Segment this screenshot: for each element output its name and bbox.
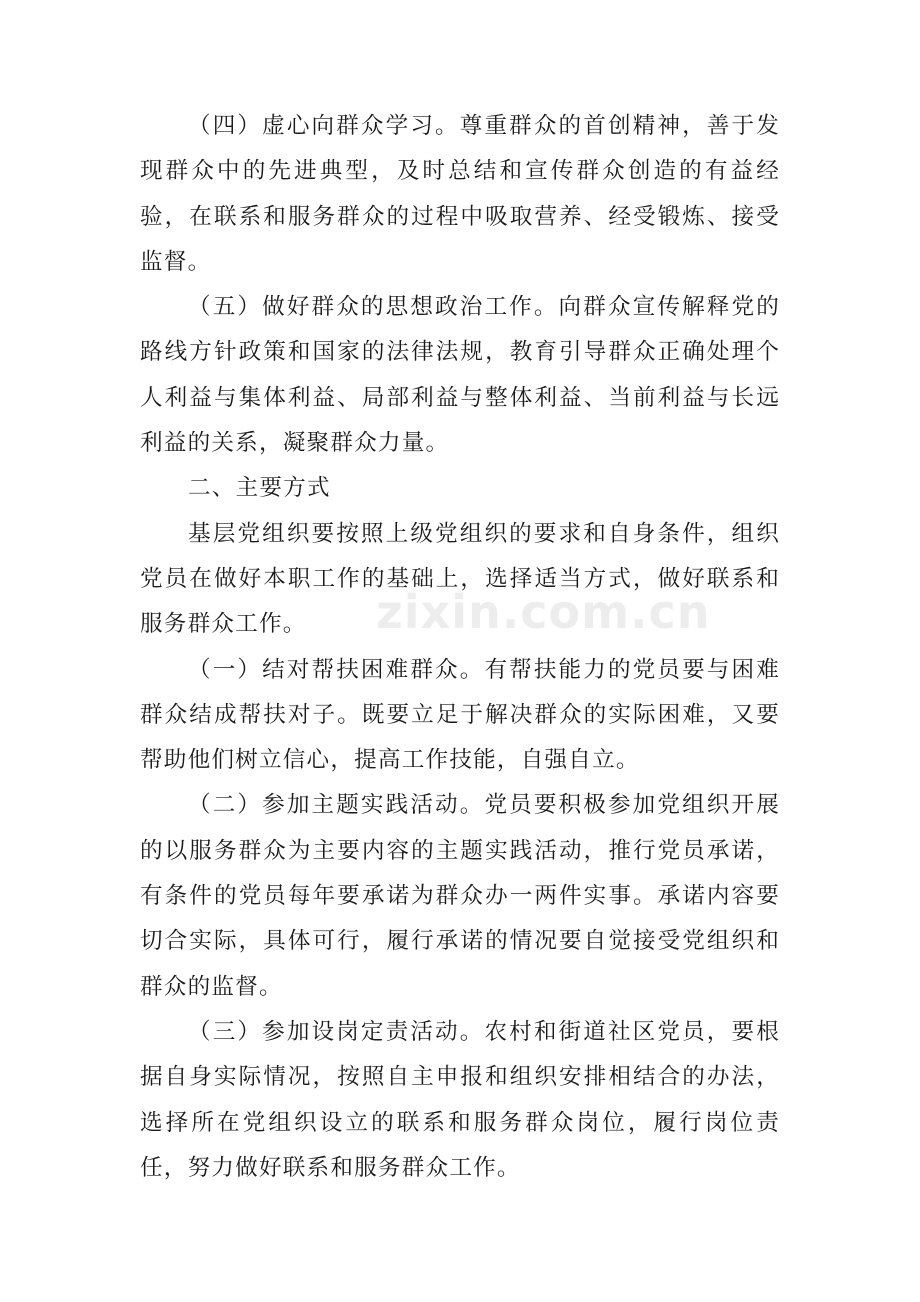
paragraph-intro: 基层党组织要按照上级党组织的要求和自身条件，组织党员在做好本职工作的基础上，选择适当方式，做好联系和服务群众工作。 (140, 520, 780, 638)
section-heading-main-methods: 二、主要方式 (188, 475, 331, 502)
document-body (140, 104, 780, 1191)
paragraph-4: （四）虚心向群众学习。尊重群众的首创精神，善于发现群众中的先进典型，及时总结和宣传群众创造的有益经验，在联系和服务群众的过程中吸取营养、经受锻炼、接受监督。 (140, 113, 780, 275)
paragraph-1: （一）结对帮扶困难群众。有帮扶能力的党员要与困难群众结成帮扶对子。既要立足于解决群众的实际困难，又要帮助他们树立信心，提高工作技能，自强自立。 (140, 656, 780, 774)
paragraph-3: （三）参加设岗定责活动。农村和街道社区党员，要根据自身实际情况，按照自主申报和组织安排相结合的办法，选择所在党组织设立的联系和服务群众岗位，履行岗位责任，努力做好联系和服务群众工作。 (140, 1018, 780, 1181)
paragraph-5: （五）做好群众的思想政治工作。向群众宣传解释党的路线方针政策和国家的法律法规，教育引导群众正确处理个人利益与集体利益、局部利益与整体利益、当前利益与长远利益的关系，凝聚群众力量。 (140, 294, 780, 457)
paragraph-2: （二）参加主题实践活动。党员要积极参加党组织开展的以服务群众为主要内容的主题实践活动，推行党员承诺，有条件的党员每年要承诺为群众办一两件实事。承诺内容要切合实际，具体可行，履行承诺的情况要自觉接受党组织和群众的监督。 (140, 792, 780, 1000)
watermark: zixin.com.cn (376, 585, 711, 639)
